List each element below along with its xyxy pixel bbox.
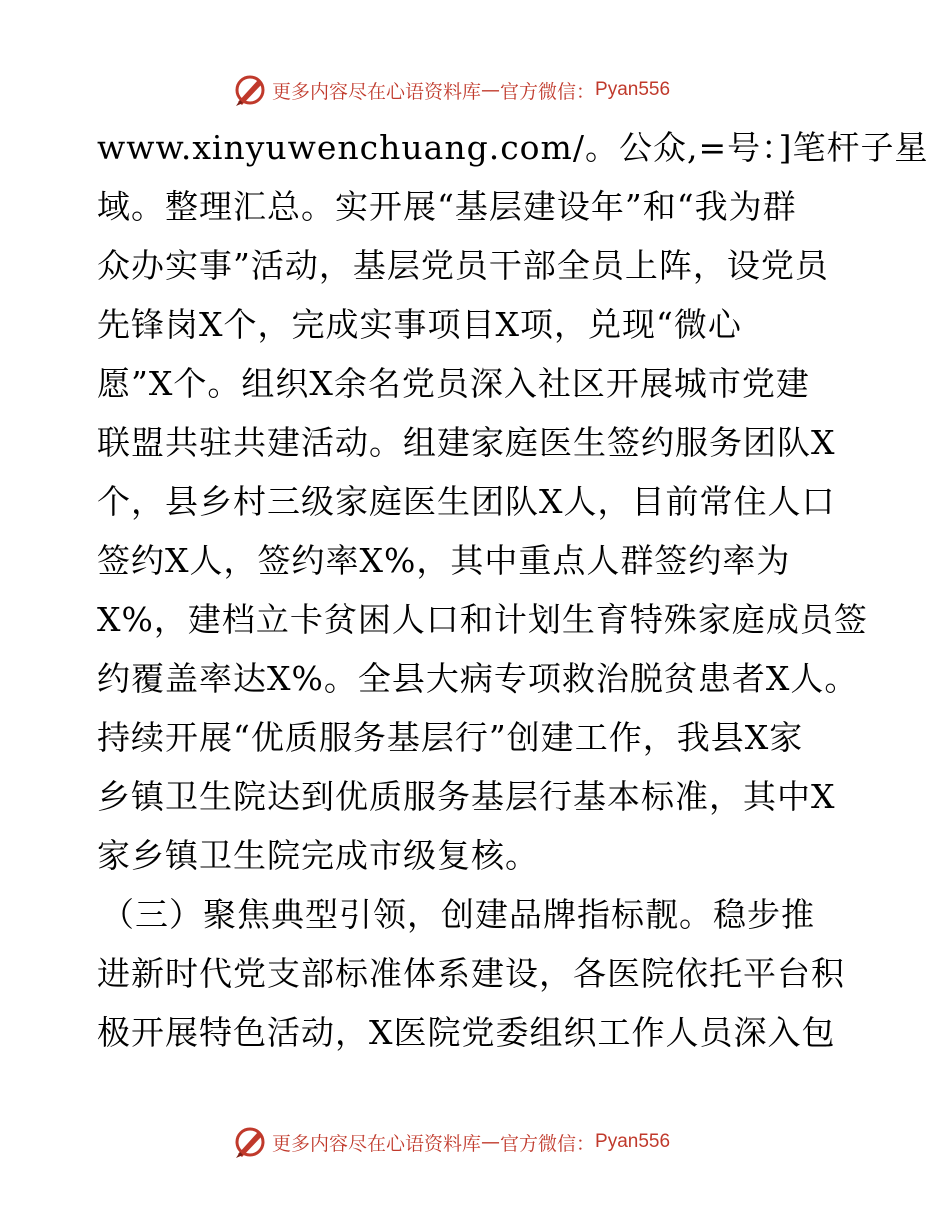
text-line: www.xinyuwenchuang.com/。公众,=号：]笔杆子星 <box>97 128 929 167</box>
text-line: X%，建档立卡贫困人口和计划生育特殊家庭成员签 <box>97 600 868 639</box>
watermark-wechat-label: 官方微信： <box>500 1132 596 1155</box>
document-body <box>97 118 929 1062</box>
text-line: 域。整理汇总。实开展“基层建设年”和“我为群 <box>97 187 797 226</box>
text-line: 个，县乡村三级家庭医生团队X人，目前常住人口 <box>97 482 836 521</box>
pen-logo-icon <box>232 1124 268 1160</box>
text-line: 家乡镇卫生院完成市级复核。 <box>97 836 539 875</box>
watermark-separator: — <box>481 79 501 101</box>
watermark-separator: — <box>481 1131 501 1153</box>
watermark-wechat-id: Pyan556 <box>595 1131 671 1152</box>
header-watermark <box>232 72 670 108</box>
pen-logo-icon <box>232 72 268 108</box>
text-line: 先锋岗X个，完成实事项目X项，兑现“微心 <box>97 305 742 344</box>
text-line: 持续开展“优质服务基层行”创建工作，我县X家 <box>97 718 804 757</box>
watermark-text: 更多内容尽在心语资料库 <box>272 1132 482 1155</box>
footer-watermark <box>232 1124 670 1160</box>
text-line: 进新时代党支部标准体系建设，各医院依托平台积 <box>97 954 845 993</box>
text-line: 签约X人，签约率X%，其中重点人群签约率为 <box>97 541 791 580</box>
watermark-wechat-label: 官方微信： <box>500 80 596 103</box>
section-heading-line: （三）聚焦典型引领，创建品牌指标靓。稳步推 <box>101 895 815 934</box>
text-line: 约覆盖率达X%。全县大病专项救治脱贫患者X人。 <box>97 659 859 698</box>
text-line: 众办实事”活动，基层党员干部全员上阵，设党员 <box>97 246 829 285</box>
watermark-wechat-id: Pyan556 <box>595 79 671 100</box>
text-line: 乡镇卫生院达到优质服务基层行基本标准，其中X <box>97 777 836 816</box>
watermark-text: 更多内容尽在心语资料库 <box>272 80 482 103</box>
text-line: 极开展特色活动，X医院党委组织工作人员深入包 <box>97 1013 836 1052</box>
text-line: 联盟共驻共建活动。组建家庭医生签约服务团队X <box>97 423 836 462</box>
text-line: 愿”X个。组织X余名党员深入社区开展城市党建 <box>97 364 810 403</box>
